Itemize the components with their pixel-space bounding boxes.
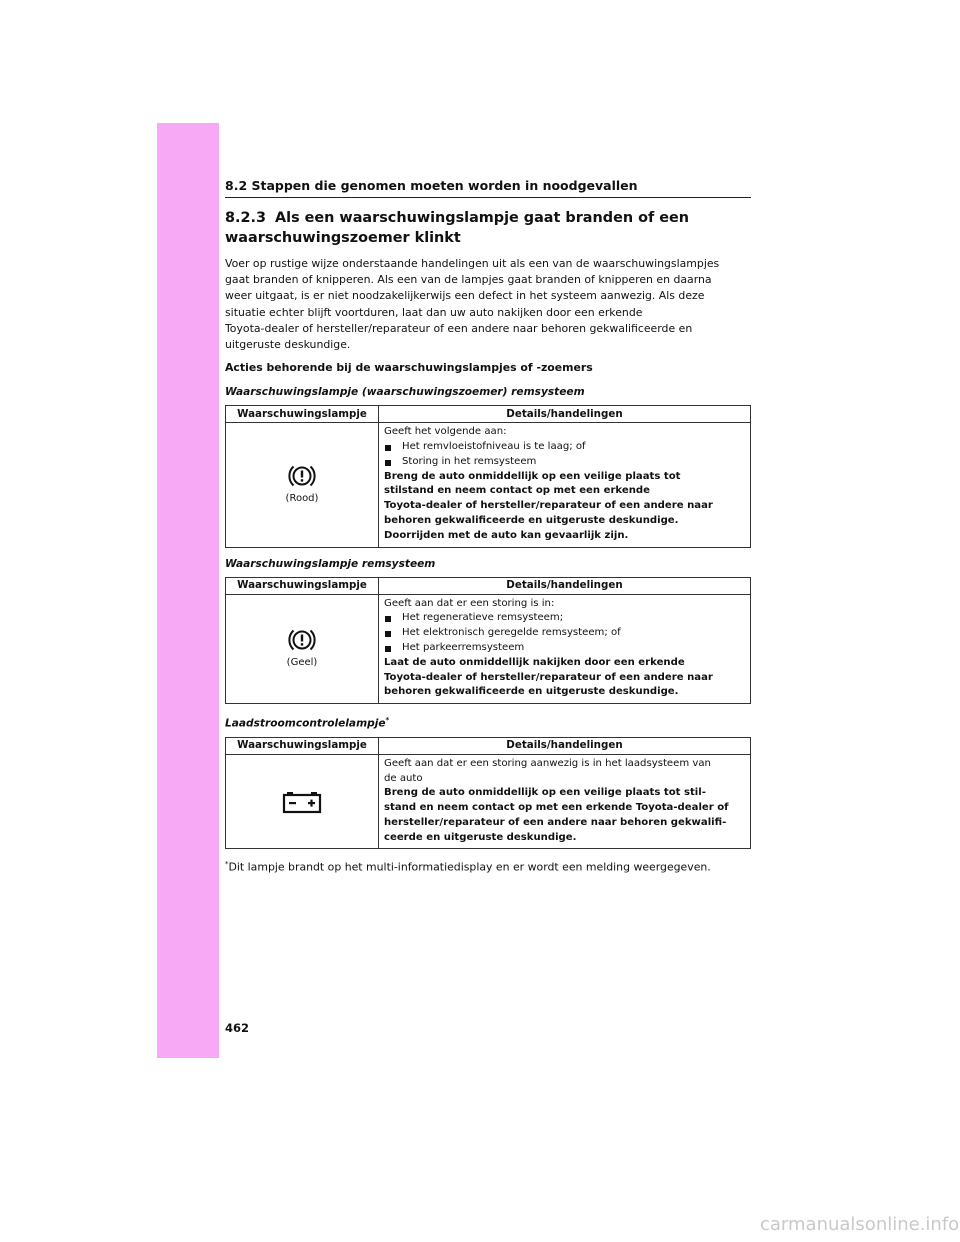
page-number: 462 xyxy=(225,1021,250,1035)
details-cell xyxy=(379,423,751,547)
details-lead: Geeft het volgende aan: xyxy=(384,426,507,438)
intro-line: gaat branden of knipperen. Als een van de lampjes gaat branden of knipperen en daarna xyxy=(225,273,712,287)
warning-table xyxy=(225,737,751,850)
instruction-line: Toyota-dealer of hersteller/reparateur of een andere naar xyxy=(384,671,713,683)
instruction-line: behoren gekwalificeerde en uitgeruste deskundige. xyxy=(384,686,679,698)
side-color-band xyxy=(157,123,219,1058)
table-row xyxy=(226,754,751,849)
section-header: 8.2 Stappen die genomen moeten worden in noodgevallen xyxy=(225,178,751,198)
icon-color-label: (Rood) xyxy=(285,493,319,504)
details-instruction xyxy=(384,656,745,700)
details-instruction xyxy=(384,470,745,544)
intro-line: Voer op rustige wijze onderstaande handelingen uit als een van de waarschuwingslampjes xyxy=(225,257,720,270)
page-title xyxy=(225,208,751,248)
intro-paragraph xyxy=(225,256,751,353)
icon-cell xyxy=(226,423,379,547)
icon-color-label: (Geel) xyxy=(286,656,318,668)
details-instruction xyxy=(384,786,745,845)
list-item: Het regeneratieve remsysteem; xyxy=(384,611,745,626)
column-header: Details/handelingen xyxy=(379,406,751,423)
column-header: Details/handelingen xyxy=(379,737,751,754)
watermark: carmanualsonline.info xyxy=(760,1214,960,1235)
actions-heading: Acties behorende bij de waarschuwingslampjes of -zoemers xyxy=(225,361,593,375)
details-cell xyxy=(379,754,751,849)
column-header: Waarschuwingslampje xyxy=(226,406,379,423)
intro-line: uitgeruste deskundige. xyxy=(225,338,351,352)
footnote-mark: * xyxy=(385,716,390,725)
table-header-row xyxy=(226,737,751,754)
instruction-line: Breng de auto onmiddellijk op een veilige plaats tot stil- xyxy=(384,787,706,799)
table-caption: Waarschuwingslampje remsysteem xyxy=(225,557,436,570)
footnote-mark: * xyxy=(225,860,229,869)
list-item: Het elektronisch geregelde remsysteem; of xyxy=(384,626,745,641)
intro-line: Toyota-dealer of hersteller/reparateur of een andere naar behoren gekwalificeerde en xyxy=(225,321,693,335)
table-header-row xyxy=(226,577,751,594)
warning-table xyxy=(225,405,751,547)
column-header: Waarschuwingslampje xyxy=(226,577,379,594)
details-lead: Geeft aan dat er een storing is in: xyxy=(384,597,555,609)
table-row xyxy=(226,423,751,547)
column-header: Waarschuwingslampje xyxy=(226,737,379,754)
list-item: Het remvloeistofniveau is te laag; of xyxy=(384,440,745,455)
page-content xyxy=(225,178,751,875)
warning-table xyxy=(225,577,751,705)
icon-cell xyxy=(226,754,379,849)
intro-line: situatie echter blijft voortduren, laat dan uw auto nakijken door een erkende xyxy=(225,305,643,319)
instruction-line: behoren gekwalificeerde en uitgeruste deskundige. xyxy=(384,515,679,526)
instruction-line: Toyota-dealer of hersteller/reparateur of een andere naar xyxy=(384,500,713,512)
table-row xyxy=(226,594,751,704)
column-header: Details/handelingen xyxy=(379,577,751,594)
title-text: Als een waarschuwingslampje gaat branden of een waarschuwingszoemer klinkt xyxy=(225,210,690,246)
details-lead-line: de auto xyxy=(384,772,423,784)
details-lead-line: Geeft aan dat er een storing aanwezig is in het laadsysteem van xyxy=(384,757,711,769)
brake-warning-icon xyxy=(288,627,316,653)
instruction-line: Laat de auto onmiddellijk nakijken door een erkende xyxy=(384,656,685,668)
table-header-row xyxy=(226,406,751,423)
icon-cell xyxy=(226,594,379,704)
title-number: 8.2.3 xyxy=(225,210,266,226)
instruction-line: Doorrijden met de auto kan gevaarlijk zijn. xyxy=(384,529,629,541)
details-cell xyxy=(379,594,751,704)
instruction-line: ceerde en uitgeruste deskundige. xyxy=(384,831,577,843)
intro-line: weer uitgaat, is er niet noodzakelijkerwijs een defect in het systeem aanwezig. Als deze xyxy=(225,289,705,303)
list-item: Storing in het remsysteem xyxy=(384,455,745,470)
instruction-line: stilstand en neem contact op met een erkende xyxy=(384,485,650,497)
footnote-text: Dit lampje brandt op het multi-informatiedisplay en er wordt een melding weergegeven. xyxy=(228,861,711,875)
table-caption: Waarschuwingslampje (waarschuwingszoemer) remsysteem xyxy=(225,386,585,399)
instruction-line: hersteller/reparateur of een andere naar behoren gekwalifi- xyxy=(384,816,727,828)
footnote xyxy=(225,857,751,875)
table-caption xyxy=(225,713,751,732)
list-item: Het parkeerremsysteem xyxy=(384,641,745,656)
instruction-line: Breng de auto onmiddellijk op een veilige plaats tot xyxy=(384,470,681,482)
instruction-line: stand en neem contact op met een erkende Toyota-dealer of xyxy=(384,802,729,814)
battery-icon xyxy=(282,790,322,814)
caption-text: Laadstroomcontrolelampje xyxy=(225,717,386,730)
brake-warning-icon xyxy=(288,463,316,489)
